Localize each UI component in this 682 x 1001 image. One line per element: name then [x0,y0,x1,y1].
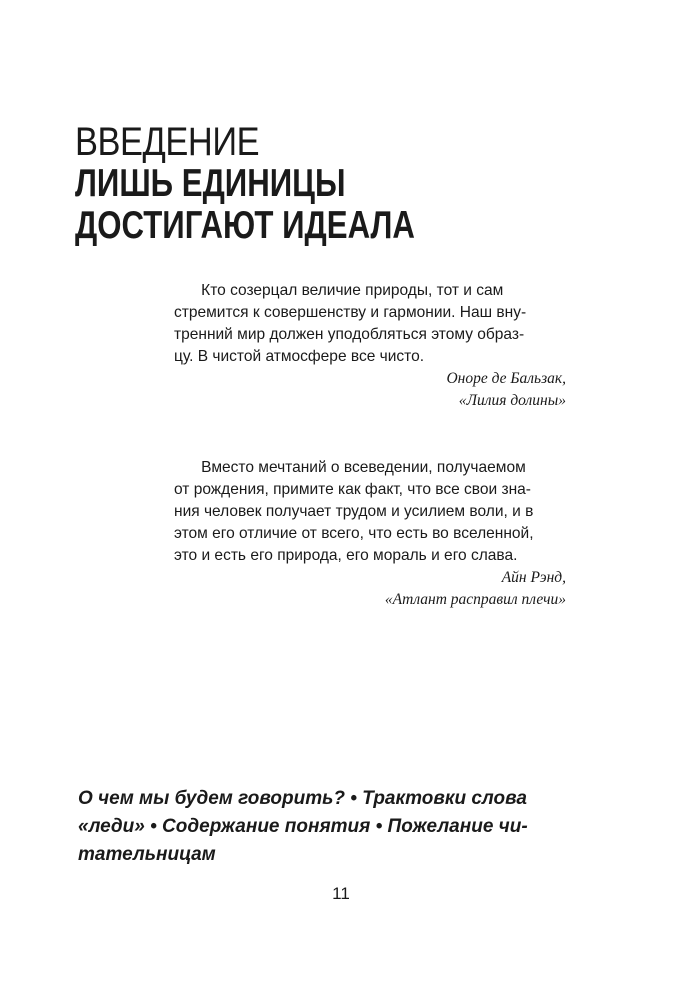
epigraph-quote [174,457,566,567]
summary-line: О чем мы будем говорить? • Трактовки слова [78,788,527,809]
epigraph-balzac [174,280,566,412]
epigraph-author: Оноре де Бальзак, [446,370,566,387]
quote-line: ния человек получает трудом и усилием воли, и в [174,503,534,520]
epigraph-author: Айн Рэнд, [501,569,566,586]
epigraph-quote [174,280,566,368]
epigraph-source: «Атлант расправил плечи» [384,591,566,608]
quote-line: Вместо мечтаний о всеведении, получаемом [201,459,526,476]
quote-line: стремится к совершенству и гармонии. Наш вну- [174,304,527,321]
quote-line: от рождения, примите как факт, что все свои зна- [174,481,531,498]
chapter-heading [75,122,500,246]
chapter-title-line-1: ЛИШЬ ЕДИНИЦЫ [75,162,346,205]
quote-line: тренний мир должен уподобляться этому образ- [174,326,525,343]
quote-line: этом его отличие от всего, что есть во вселенной, [174,525,534,542]
epigraph-source: «Лилия долины» [458,392,566,409]
quote-line: это и есть его природа, его мораль и его слава. [174,547,518,564]
chapter-summary [78,785,566,869]
page-number: 11 [332,884,350,903]
epigraph-rand [174,457,566,611]
summary-line: «леди» • Содержание понятия • Пожелание чи- [78,816,528,837]
quote-line: цу. В чистой атмосфере все чисто. [174,348,425,365]
chapter-title-line-2: ДОСТИГАЮТ ИДЕАЛА [75,204,415,247]
summary-line: тательницам [78,844,216,865]
quote-line: Кто созерцал величие природы, тот и сам [201,282,504,299]
section-label: ВВЕДЕНИЕ [75,120,260,164]
